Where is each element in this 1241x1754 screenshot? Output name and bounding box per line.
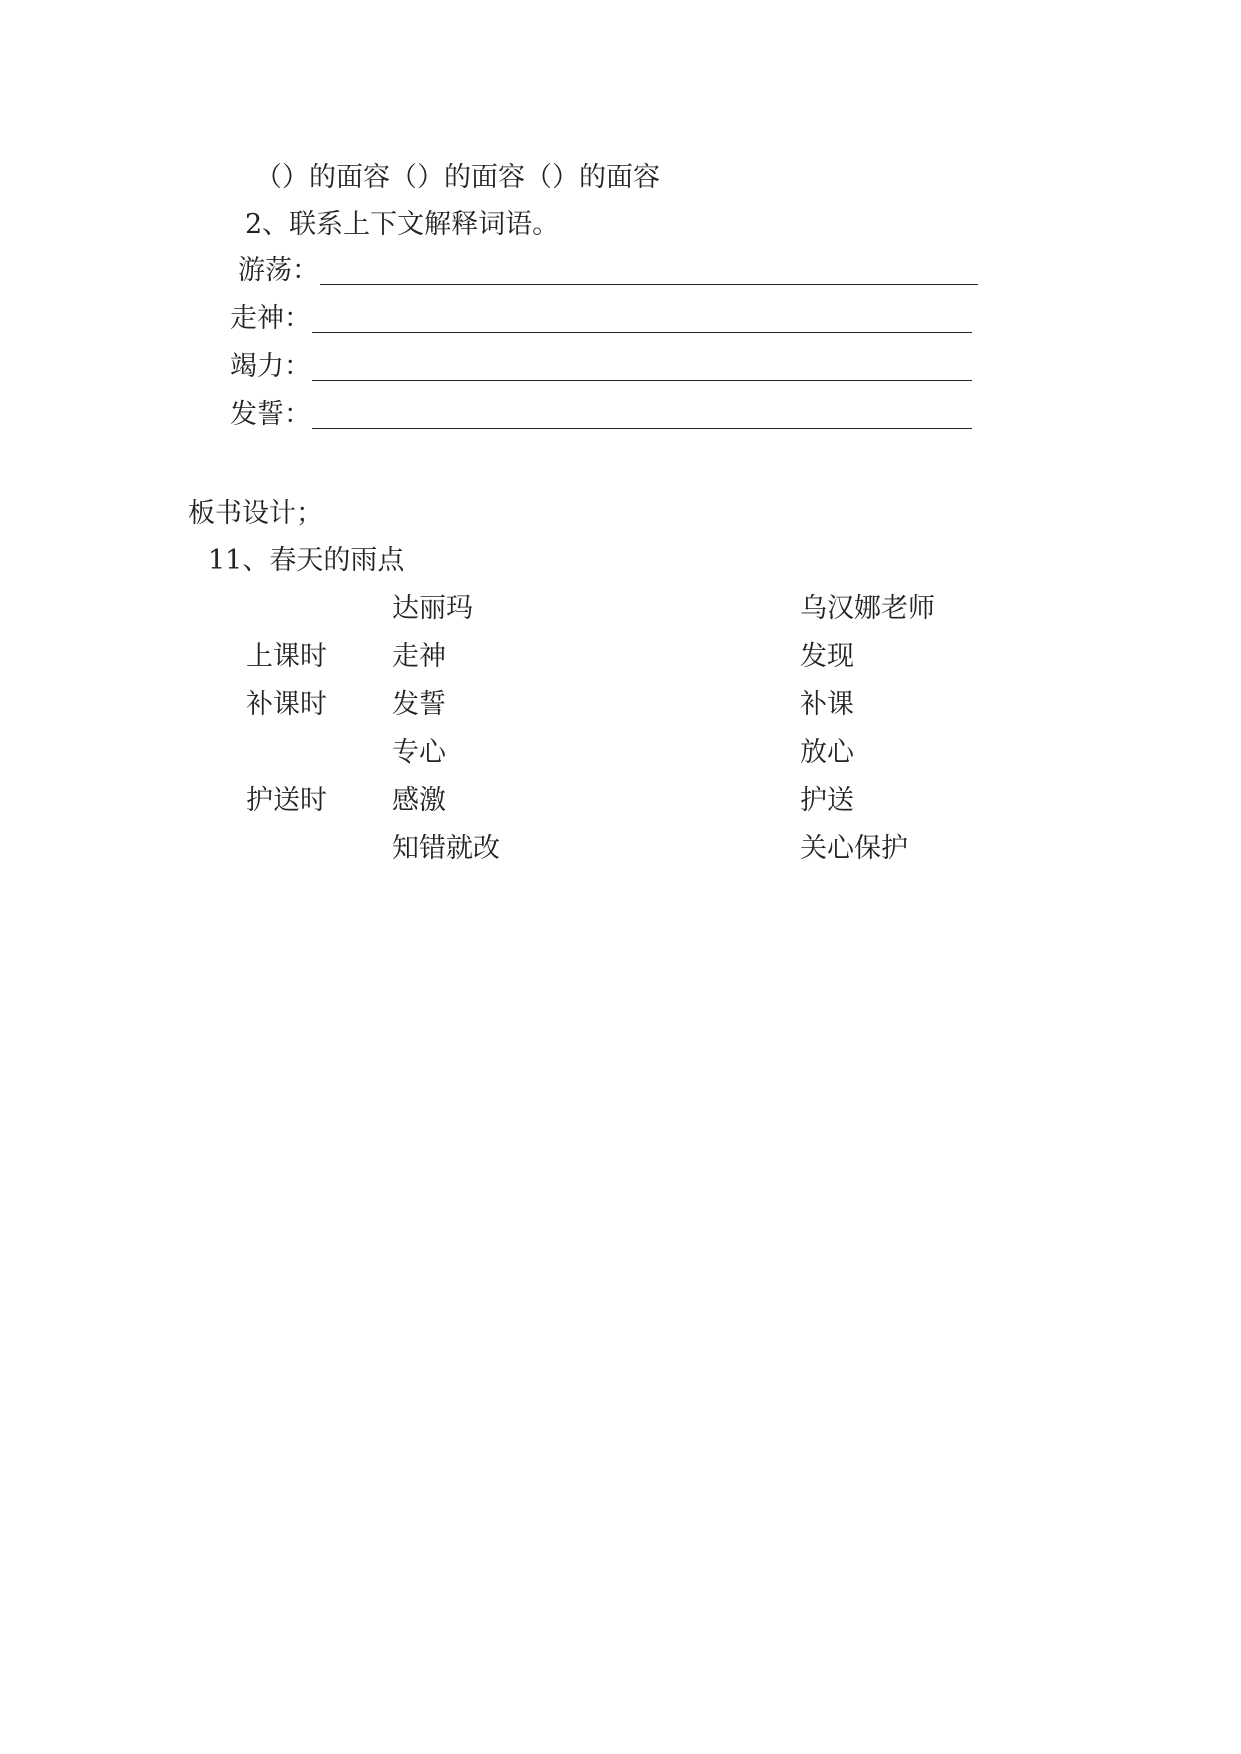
term-label: 走神： xyxy=(230,303,311,334)
column-header-teacher: 乌汉娜老师 xyxy=(800,593,935,624)
term-label: 游荡： xyxy=(238,255,319,286)
term-row-youdang xyxy=(238,253,978,289)
question-2-prompt: 2、联系上下文解释词语。 xyxy=(245,209,560,240)
answer-line[interactable] xyxy=(312,332,972,333)
answer-line[interactable] xyxy=(312,380,972,381)
teacher-action: 补课 xyxy=(800,689,854,720)
student-action: 知错就改 xyxy=(392,833,500,864)
student-action: 专心 xyxy=(392,737,446,768)
student-action: 发誓 xyxy=(392,689,446,720)
board-design-heading: 板书设计； xyxy=(188,498,323,529)
column-header-student: 达丽玛 xyxy=(392,593,473,624)
term-row-jieli xyxy=(230,349,972,385)
fill-in-blank-line: （）的面容（）的面容（）的面容 xyxy=(255,162,660,193)
student-action: 走神 xyxy=(392,641,446,672)
stage-label: 护送时 xyxy=(246,785,327,816)
teacher-action: 发现 xyxy=(800,641,854,672)
teacher-action: 放心 xyxy=(800,737,854,768)
term-row-fashi xyxy=(230,397,972,433)
lesson-title: 11、春天的雨点 xyxy=(208,545,405,576)
answer-line[interactable] xyxy=(312,428,972,429)
answer-line[interactable] xyxy=(320,284,978,285)
teacher-action: 护送 xyxy=(800,785,854,816)
stage-label: 上课时 xyxy=(246,641,327,672)
teacher-action: 关心保护 xyxy=(800,833,908,864)
stage-label: 补课时 xyxy=(246,689,327,720)
student-action: 感激 xyxy=(392,785,446,816)
term-row-zoushen xyxy=(230,301,972,337)
term-label: 竭力： xyxy=(230,351,311,382)
term-label: 发誓： xyxy=(230,399,311,430)
